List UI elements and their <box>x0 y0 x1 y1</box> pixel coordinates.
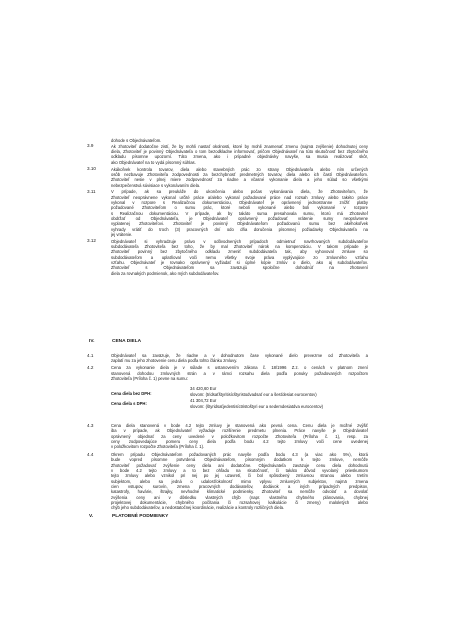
paragraph-line: vzťahu. Objednávateľ je rovnako oprávnený vyžiadať si úplné kópie zmlúv o dielo, ako aj subdodávateľov. <box>111 259 368 265</box>
paragraph-line: odkladu písomne upozorní. Táto zmena, ako i prípadné objednávky navyše, sa musia realizovať skôr, <box>111 154 368 160</box>
paragraph-line: tejto zmluvy alebo vznikol pri nej po jej uzavretí, či bol spôsobený zmluvnou stranou alebo tretím <box>111 473 368 479</box>
paragraph-line: Zhotoviteľ požadovať zvýšenie ceny diela ani dodatočne. Objednávateľa zaväzuje cenu diela dohodnutú <box>111 462 368 468</box>
paragraph-line: s Realizačnou dokumentáciou. V prípade, ak by takáto suma presahovala sumu, ktorú má Zhotoviteľ <box>111 210 368 216</box>
section-number: IV. <box>89 339 95 344</box>
paragraph-line: zaplatí mu za jeho zhotovenie cenu diela podľa tohto článku zmluvy. <box>111 358 238 364</box>
paragraph-line: Zhotoviteľa (Príloha č. 1) pevne na sumu: <box>111 376 188 381</box>
paragraph-line: subdodávateľom a uplatňoval voči nemu všetky svoje práva vyplývajúce zo zmluvného vzťahu <box>111 254 368 260</box>
paragraph-line: ceny zodpovedajúce pomeru ceny diela podľa bodu 4.2 tejto zmluvy voči cene uvedenej <box>111 438 368 444</box>
paragraph-number: 4.2 <box>87 364 94 370</box>
paragraph-line: Zhotoviteľ s Objednávateľom sa zaväzujú spoločne dohodnúť na zhotovení <box>111 265 368 271</box>
paragraph-line: bude vopred písomne potvrdená Objednávateľom, písomným dodatkom k tejto zmluve, nemôže <box>111 457 368 463</box>
price-without-vat-words: slovom: (tridsaťštyritisícštyristodvadsať eur a šesťdesiat eurocentov) <box>190 392 317 397</box>
paragraph-line: V prípade, ak sa preukáže do ukončenia alebo počas vykonávania diela, že Zhotoviteľom, že <box>111 189 368 195</box>
price-without-vat-value: 34 420,60 Eur <box>190 386 217 391</box>
paragraph-line: Objednávateľ sa zaväzuje, že riadne a v dohodnutom čase vykonané dielo prevezme od Zhotoviteľa a <box>111 353 368 358</box>
paragraph-line: v bode 4.2 tejto zmluvy a to bez ohľadu na skutočnosť, či takáto dôvod vyvolaný prieskumom <box>111 468 368 473</box>
paragraph-line: katastrofy, havárie, štrajky, nevhodné klimatické podmienky. Zhotoviteľ sa nemôže odvolať a dovolať <box>111 489 368 495</box>
section-title: CENA DIELA <box>112 339 142 344</box>
paragraph-line: Cena za vykonanie diela je v súlade s ustanovením zákona č. 18/1996 Z.z. o cenách v platnom znení <box>111 365 368 371</box>
paragraph-number: 4.4 <box>87 451 94 457</box>
paragraph-line: projektovej dokumentácie, chybného počítania či rozsahovej kalkulácie či zmeny) maloletých alebo <box>111 499 368 505</box>
price-without-vat-label: Cena diela bez DPH: <box>111 391 152 396</box>
price-with-vat-value: 41 304,72 Eur <box>190 398 217 403</box>
paragraph-line: Cena diela stanovená v bode 4.2 tejto zmluvy je stanovená ako pevná cena. Cenu diela je možné zvýšiť <box>111 423 368 428</box>
paragraph-line: Akákoľvek kontrola tovarov, diela alebo stavebných prác zo strany Objednávateľa alebo ním určených <box>111 166 368 172</box>
paragraph-line: zvýšenia ceny ani v dôsledku vlastných chýb (napr. vlastného chybného plánovania, chybnej <box>111 494 368 500</box>
paragraph-line: stanovená dohodou zmluvných strán a v rámci rozsahu diela podľa ponuky požadovaných rozpočtom <box>111 370 368 376</box>
paragraph-number: 3.10 <box>87 166 96 172</box>
paragraph-number: 4.3 <box>87 422 94 428</box>
paragraph-line: ako Objednávateľ na to vydá písomný súhlas. <box>111 159 196 165</box>
paragraph-line: Objednávateľ si vyhradzuje právo v odôvodnených prípadoch odmietnuť navrhovaných subdodávateľov <box>111 238 368 244</box>
paragraph-number: 4.1 <box>87 352 94 358</box>
paragraph-line: obdržať od Objednávateľa, je Objednávateľ oprávnený požadovať vrátenie sumy neoprávnene <box>111 215 368 221</box>
paragraph-line: subjektom, alebo sa jedná o udalosť/okolnosť mimo vplyvu zmluvných subjektov, najmä zmena <box>111 478 368 484</box>
paragraph-line: diela, Zhotoviteľ je povinný Objednávateľa o tom bezodkladne informovať, pričom Objednávateľ na túto skutočnosť bez zbytočného <box>111 149 368 155</box>
section-number: V. <box>89 514 94 519</box>
paragraph-line: chýb jeho subdodávateľov, a nedostatočnej koordinácie, realizácie a kontroly rozličných diela. <box>111 505 285 511</box>
paragraph-line: Okrem prípadu Objednávateľom požadovaných prác navyše podľa bodu 4.3 (a viac ako 5%), ktorá <box>111 452 368 458</box>
section-title: PLATOBNÉ PODMIENKY <box>112 514 169 519</box>
paragraph-line: dohode s Objednávateľom. <box>111 138 162 143</box>
paragraph-line: Zhotoviteľ povinný bez zbytočného odkladu zmeniť subdodávateľa tak, aby vyhovoval zmluve so <box>111 249 368 255</box>
paragraph-line: Zhotoviteľ nesie v plnej miere zodpovednosť za riadne a včasné vykonanie diela a jeho súlad so všetkými <box>111 177 368 183</box>
paragraph-number: 3.9 <box>87 143 94 149</box>
paragraph-line: oprávnený objednať za ceny uvedené v položkovitom rozpočte Zhotoviteľa (Príloha č. 1), resp. za <box>111 433 368 439</box>
paragraph-line: Ak zhotoviteľ dodatočne zistí, že by mohli nastať okolnosti, ktoré by mohli znamenať zmenu (najmä zvýšenie) dohodnutej ceny <box>111 143 368 149</box>
paragraph-line: požadované Zhotoviteľom o sumu prác, ktoré neboli vykonané alebo boli vykonané v rozpore <box>111 205 368 211</box>
paragraph-line: vykonal v rozpore s Realizačnou dokumentáciou, Objednávateľ je oprávnený jednostranne znížiť platby <box>111 200 368 205</box>
paragraph-line: nebezpečenstvá súvisiace s vykonávaním diela. <box>111 182 201 188</box>
paragraph-line: osôb nezbavuje Zhotoviteľa zodpovednosti za bezchybnosť predmetných tovarov, diela alebo ich častí Objednávateľom. <box>111 171 368 177</box>
paragraph-line: subdodávateľa Zhotoviteľa bez toho, že by mal Zhotoviteľ nárok na kompenzáciu. V takom prípade je <box>111 244 368 249</box>
paragraph-number: 3.12 <box>87 238 96 244</box>
paragraph-line: diela za rovnakých podmienok, ako mých subdodávateľov. <box>111 270 220 276</box>
paragraph-line: vyhrady vrátiť do troch (3) pracovných dní odo dňa doručenia písomnej požiadavky Objednávateľa na <box>111 226 368 232</box>
paragraph-number: 3.11 <box>87 188 96 194</box>
price-with-vat-words: slovom: (štyridsaťjedentisíctristoštyri eur a sedemdesiatdva eurocentov) <box>190 404 324 409</box>
paragraph-line: vyplatenej Zhotoviteľovi. Zhotoviteľ je povinný Objednávateľom požadovanú sumu bez akéhokoľvek <box>111 221 368 227</box>
paragraph-line: jej vrátenie. <box>111 231 133 237</box>
paragraph-line: v položkovitom rozpočte Zhotoviteľa (Príloha č. 1). <box>111 444 205 450</box>
paragraph-line: iba v prípade, ak Objednávateľ vyžaduje rozšírenie predmetu plnenia. Práce navyše je Objednávateľ <box>111 428 368 434</box>
price-with-vat-label: Cena diela s DPH: <box>111 401 147 406</box>
paragraph-line: Zhotoviteľ neoprávnene vykonal určité práce a/alebo vykonal požadované práce nad rozsah zmluvy alebo takéto práce <box>111 194 368 200</box>
paragraph-line: cien vstupov, surovín, zmena pracovných dodávateľov, dodávok a iných prípadných predpisov, <box>111 483 368 489</box>
